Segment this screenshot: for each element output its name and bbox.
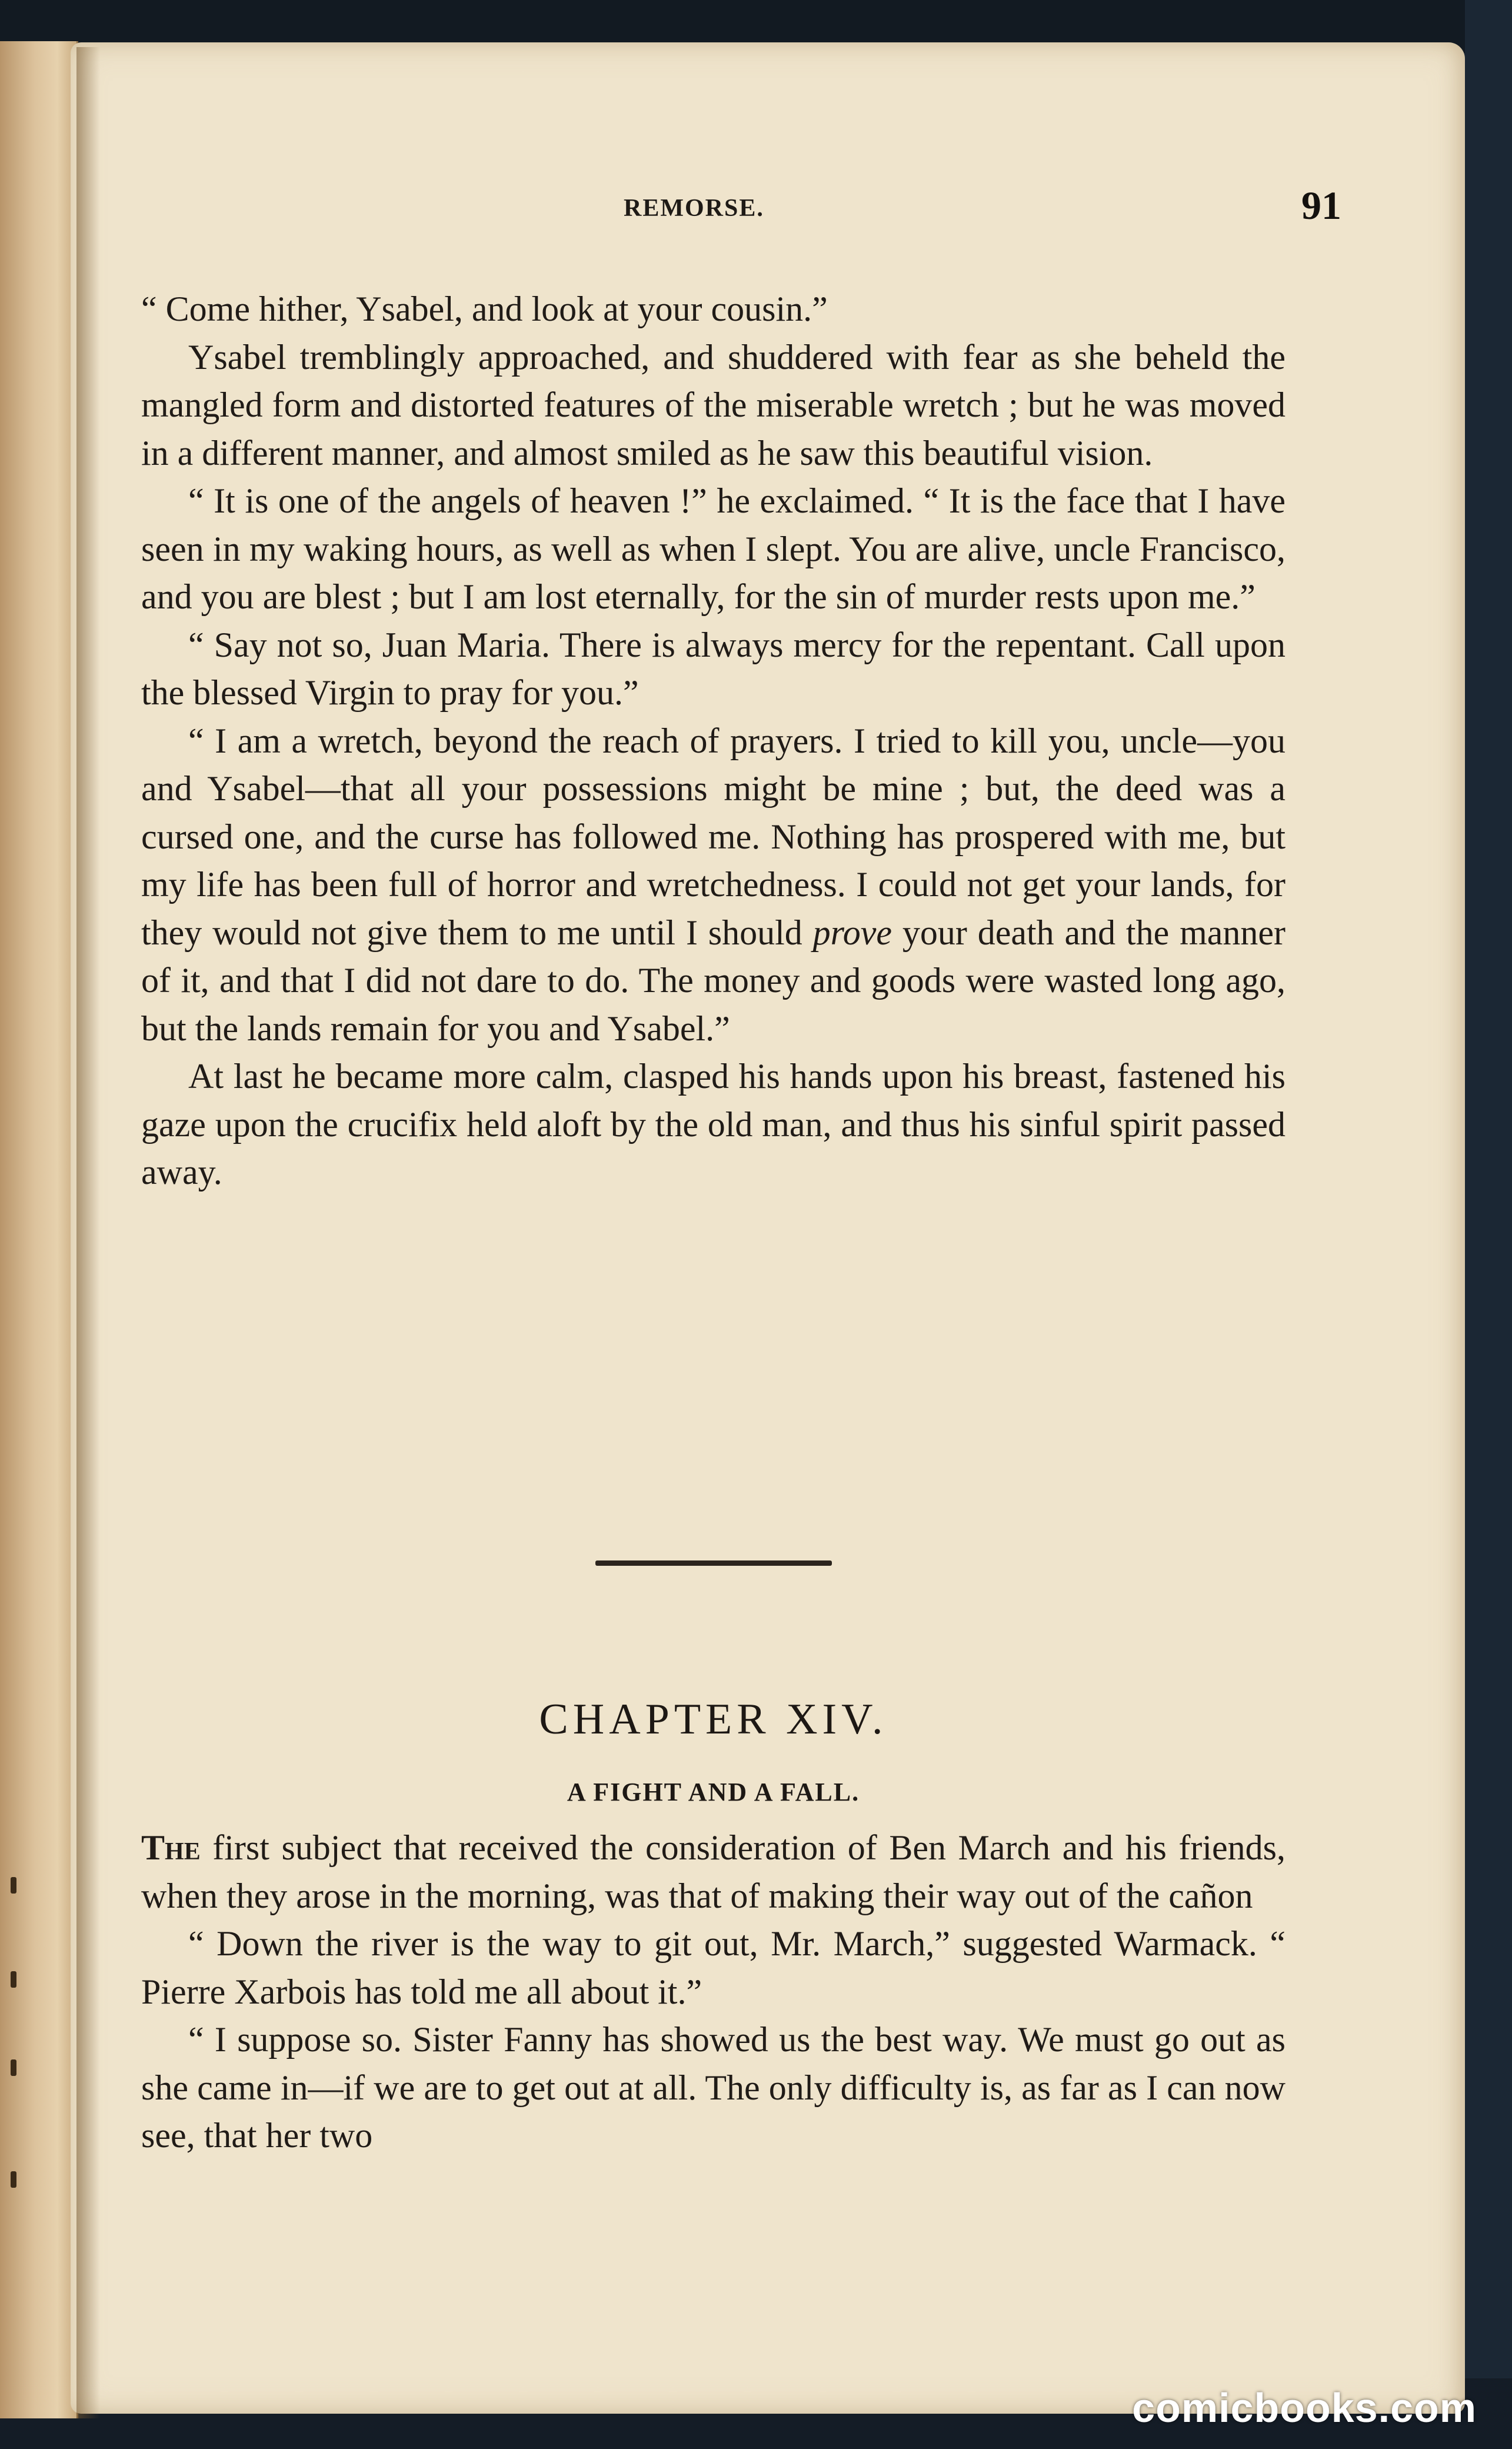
paragraph-text: first subject that received the consideration of Ben March and his friends, when they arose in the morning, was that of making their way out of the cañon [141, 1828, 1285, 1915]
paragraph: Ysabel tremblingly approached, and shuddered with fear as she beheld the mangled form and distorted features of the miserable wretch ; but he was moved in a different manner, and almost smiled as he saw this beautiful vision. [141, 337, 1285, 473]
emphasized-word: prove [812, 913, 892, 952]
paragraph: At last he became more calm, clasped his hands upon his breast, fastened his gaze upon the crucifix held aloft by the old man, and thus his sinful spirit passed away. [141, 1057, 1285, 1192]
paragraph-text: your death and the manner of it, and that I did not dare to do. The money and goods were wasted long ago, but the lands remain for you and Ysabel.” [141, 913, 1285, 1048]
paragraph: “ Come hither, Ysabel, and look at your cousin.” [141, 290, 828, 328]
facing-page-edge [0, 41, 78, 2418]
text-block-bottom [141, 1824, 1285, 2160]
watermark: comicbooks.com [1132, 2385, 1477, 2431]
chapter-title: CHAPTER XIV. [539, 1695, 888, 1743]
text-block-top [141, 285, 1285, 1197]
paragraph: “ I suppose so. Sister Fanny has showed us the best way. We must go out as she came in—if we are to get out at all. The only difficulty is, as far as I can now see, that her two [141, 2020, 1285, 2155]
page-number: 91 [1301, 183, 1341, 228]
paragraph: “ Say not so, Juan Maria. There is always mercy for the repentant. Call upon the blessed Virgin to pray for you.” [141, 625, 1285, 712]
running-title: REMORSE. [624, 195, 764, 222]
paragraph [141, 1824, 1285, 1920]
paragraph [141, 717, 1285, 1053]
section-divider [595, 1560, 832, 1566]
scan-background-right [1465, 0, 1512, 2449]
paragraph: “ Down the river is the way to git out, Mr. March,” suggested Warmack. “ Pierre Xarbois has told me all about it.” [141, 1924, 1285, 2011]
spine-shadow [76, 47, 100, 2418]
paragraph-text: “ I am a wretch, beyond the reach of prayers. I tried to kill you, uncle—you and Ysabel—that all your possessions might be mine ; but, the deed was a cursed one, and the curse has followed me. Nothing has prospered with me, but my life has been full of horror and wretchedness. I could not get your lands, for they would not give them to me until I should [141, 721, 1285, 952]
paragraph: “ It is one of the angels of heaven !” he exclaimed. “ It is the face that I have seen in my waking hours, as well as when I slept. You are alive, uncle Francisco, and you are blest ; but I am lost eternally, for the sin of murder rests upon me.” [141, 481, 1285, 616]
chapter-lead-word: The [141, 1828, 201, 1867]
chapter-subtitle: A FIGHT AND A FALL. [567, 1778, 860, 1806]
